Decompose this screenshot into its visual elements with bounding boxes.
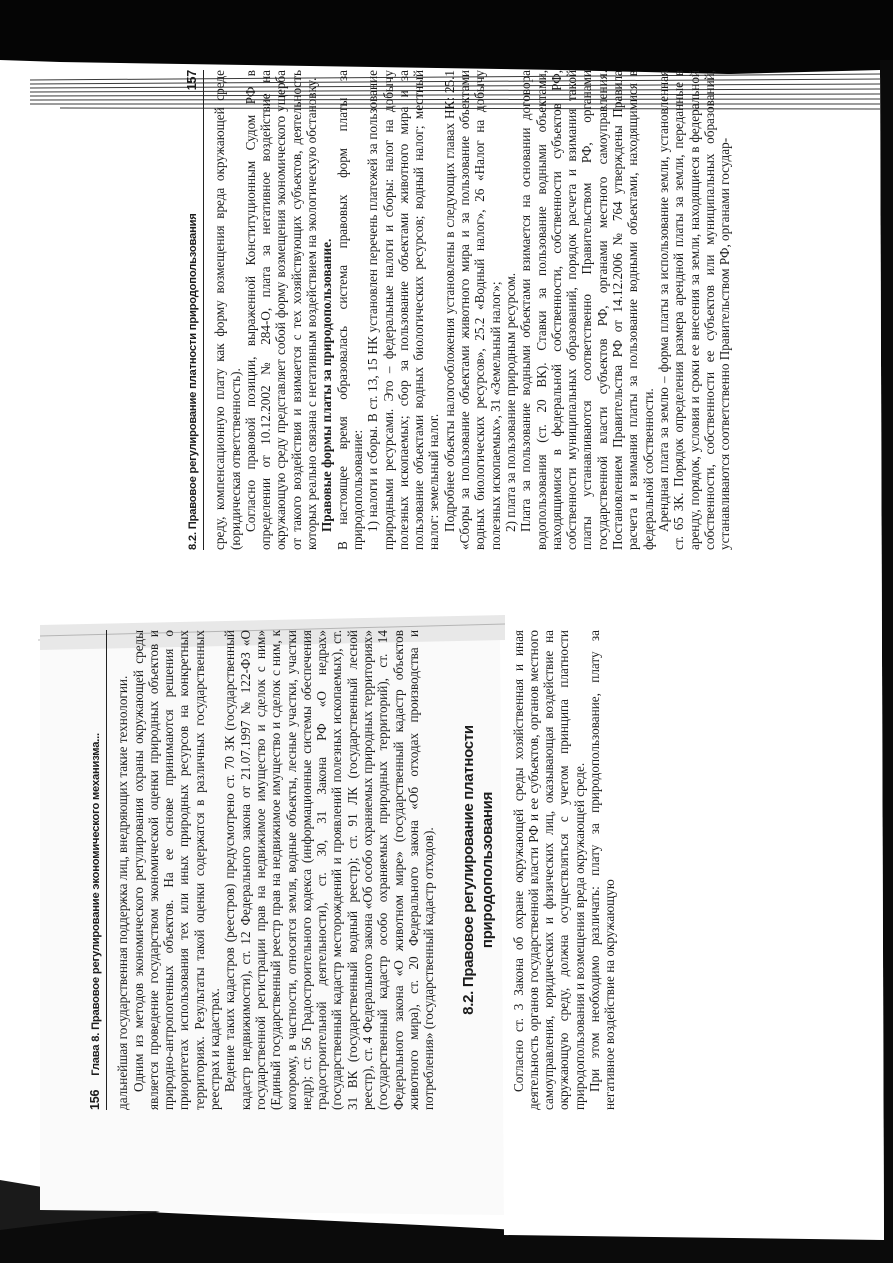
paragraph: Согласно правовой позиции, выраженной Конституционным Судом РФ в определении от 10.12.2002 № 284-О, плата за негативное воздействие на окружающую среду представляет собой форму возмещения экономического ущерба от такого воздействия и взимается с тех хозяйствующих субъектов, деятельность которых реально связана с негативным воздействием на экологическую обстановку. xyxy=(242,70,320,550)
paragraph: 1) налоги и сборы. В ст. 13, 15 НК установлен перечень платежей за пользование природными ресурсами. Это – федеральные налоги и сборы: налог на добычу полезных ископаемых; сбор за пользование объектами животного мира и за пользование объектами водных биологических ресурсов; водный налог; местный налог: земельный налог. xyxy=(365,70,442,550)
paragraph: Согласно ст. 3 Закона об охране окружающей среды хозяйственная и иная деятельность органов государственной власти РФ и ее субъектов, органов местного самоуправления, юридических и физических лиц, оказывающая воздействие на окружающую среду, должна осуществляться с учетом принципа платности природопользования и возмещения вреда окружающей среде. xyxy=(510,630,587,1110)
paragraph: Плата за пользование водными объектами взимается на основании договора водопользования (ст. 20 ВК). Ставки за пользование водными объектами, находящимися в федеральной собственности, собственности субъектов РФ, собственности муниципальных образований, порядок расчета и взимания такой платы устанавливаются соответственно Правительством РФ, органами государственной власти субъектов РФ, органами местного самоуправления. Постановлением Правительства РФ от 14.12.2006 № 764 утверждены Правила расчета и взимания платы за пользование водными объектами, находящимися в федеральной собственности. xyxy=(518,70,656,550)
page-156 xyxy=(88,630,618,1110)
running-head-right-title: 8.2. Правовое регулирование платности природопользования xyxy=(187,213,199,550)
running-head-left xyxy=(88,630,107,1110)
page-157 xyxy=(185,70,733,550)
paragraph: дальнейшая государственная поддержка лиц, внедряющих такие технологии. xyxy=(115,675,131,1110)
paragraph: 2) плата за пользование природным ресурсом. xyxy=(502,272,518,532)
running-head-left-title: Глава 8. Правовое регулирование экономического механизма... xyxy=(90,733,102,1076)
paragraph: Одним из методов экономического регулирования охраны окружающей среды является проведение государством экономической оценки природных объектов и природно-антропогенных объектов. На ее основе принимаются решения о приоритетах использования тех или иных природных ресурсов на конкретных территориях. Результаты такой оценки содержатся в различных государственных реестрах и кадастрах. xyxy=(130,630,223,1110)
paragraph: Подробнее объекты налогообложения установлены в следующих главах НК: 25.1 «Сборы за пользование объектами животного мира и за пользование объектами водных биологических ресурсов», 25.2 «Водный налог», 26 «Налог на добычу полезных ископаемых», 31 «Земельный налог»; xyxy=(441,70,503,550)
section-heading xyxy=(459,630,497,1110)
bold-lead-paragraph xyxy=(319,70,334,550)
running-head-right xyxy=(185,70,204,550)
bold-lead: Правовые формы платы за природопользование. xyxy=(319,238,335,532)
section-heading-line2: природопользования xyxy=(478,791,496,949)
paragraph: Арендная плата за землю – форма платы за использование земли, установленная ст. 65 ЗК. Порядок определения размера арендной платы за земли, переданные в аренду, порядок, условия и сроки ее внесения за земли, находящиеся в федеральной собственности, собственности ее субъектов или муниципальных образований, устанавливаются соответственно Правительством РФ, органами государ- xyxy=(655,70,733,550)
page-number-left: 156 xyxy=(88,1089,102,1110)
paragraph: среду, компенсационную плату как форму возмещения вреда окружающей среде (юридическая ответственность). xyxy=(212,70,243,550)
paragraph: При этом необходимо различать: плату за природопользование, плату за негативное воздействие на окружающую xyxy=(587,630,618,1110)
section-heading-line1: 8.2. Правовое регулирование платности xyxy=(459,725,477,1015)
page-number-right: 157 xyxy=(185,70,199,91)
paragraph: Ведение таких кадастров (реестров) предусмотрено ст. 70 ЗК (государственный кадастр недвижимости), ст. 12 Федерального закона от 21.07.1997 № 122-ФЗ «О государственной регистрации прав на недвижимое имущество и сделок с ним» (Единый государственный реестр прав на недвижимое имущество и сделок с ним, к которому, в частности, относятся земля, водные объекты, лесные участки, участки недр); ст. 56 Градостроительного кодекса (информационные системы обеспечения градостроительной деятельности), ст. 30, 31 Закона РФ «О недрах» (государственный кадастр месторождений и проявлений полезных ископаемых), ст. 31 ВК (государственный водный реестр); ст. 91 ЛК (государственный лесной реестр), ст. 4 Федерального закона «Об особо охраняемых природных территориях» (государственный кадастр особо охраняемых природных территорий), ст. 14 Федерального закона «О животном мире» (государственный кадастр объектов животного мира), ст. 20 Федерального закона «Об отходах производства и потребления» (государственный кадастр отходов). xyxy=(222,630,437,1110)
paragraph: В настоящее время образовалась система правовых форм платы за природопользование: xyxy=(334,70,365,550)
